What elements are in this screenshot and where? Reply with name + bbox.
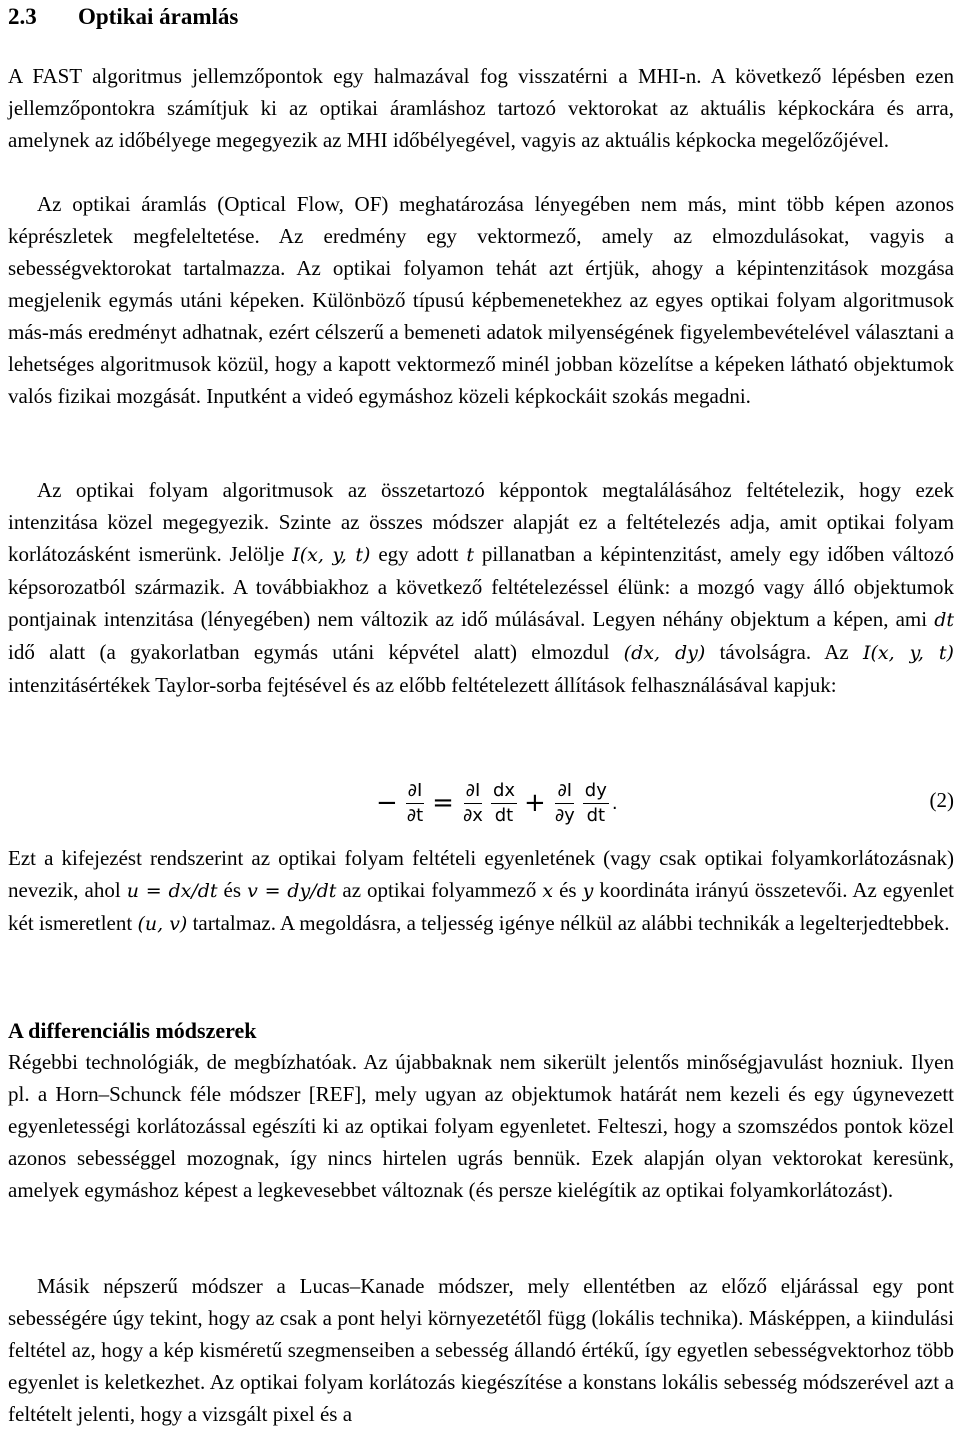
denominator: ∂t bbox=[406, 804, 424, 826]
text-run: Az optikai folyam algoritmusok az összetartozó képpontok megtalálásához feltételezik, hogy ezek intenzitása közel megegyezik. Szinte az összes módszer alapját ez a feltételezés adja, amit optikai folyam korlátozásként ismerünk. Jelölje bbox=[8, 478, 954, 566]
equation-period: . bbox=[611, 792, 618, 814]
fraction-dx-dt bbox=[491, 779, 517, 828]
math-inline: t bbox=[466, 544, 474, 566]
text-run: és bbox=[217, 878, 248, 902]
fraction-dI-dy bbox=[553, 779, 577, 828]
numerator: dx bbox=[491, 779, 517, 804]
text-run: az optikai folyammező bbox=[336, 878, 543, 902]
math-inline: I(x, y, t) bbox=[292, 544, 371, 566]
paragraph-lucas-kanade: Másik népszerű módszer a Lucas–Kanade módszer, mely ellentétben az előző eljárással egy pont sebességére úgy tekint, hogy az csak a pont helyi környezetétől függ (lokális technika). Másképpen, a kiindulási feltétel az, hogy a kép kisméretű szegmenseiben a sebesség állandó értékű, így egyetlen sebességvektorhoz több egyenlet is keletkezhet. Az optikai folyam korlátozás kiegészítése a konstans lokális sebesség módszerével azt a feltételt jelenti, hogy a vizsgált pixel és a bbox=[8, 1274, 954, 1426]
math-inline: u = dx/dt bbox=[126, 880, 218, 902]
paragraph-intro: A FAST algoritmus jellemzőpontok egy halmazával fog visszatérni a MHI-n. A következő lépésben ezen jellemzőpontokra számítjuk ki az optikai áramláshoz tartozó vektorokat az aktuális képkockára és arra, amelynek az időbélyege megegyezik az MHI időbélyegével, vagyis az aktuális képkocka megelőzőjével. bbox=[8, 64, 954, 152]
math-inline: v = dy/dt bbox=[247, 880, 337, 902]
text-run: intenzitásértékek Taylor-sorba fejtésével és az előbb feltételezett állítások felhasználásával kapjuk: bbox=[8, 673, 837, 697]
section-number: 2.3 bbox=[8, 4, 37, 29]
math-inline: (u, v) bbox=[137, 913, 188, 935]
denominator: dt bbox=[586, 804, 606, 826]
paragraph-optical-flow-definition: Az optikai áramlás (Optical Flow, OF) meghatározása lényegében nem más, mint több képen azonos képrészletek megfeleltetése. Az eredmény egy vektormező, amely az elmozdulásokat, vagyis a sebességvektorokat tartalmazza. Az optikai folyamon tehát azt értjük, ahogy a képintenzitások mozgása megjelenik egymás utáni képeken. Különböző típusú képbemenetekhez az egyes optikai folyam algoritmusok más-más eredményt adhatnak, ezért célszerű a bemeneti adatok milyenségének figyelembevételével választani a lehetséges algoritmusok közül, hogy a kapott vektormező minél jobban közelítse a képeken látható objektumok valós fizikai mozgását. Inputként a videó egymáshoz közeli képkockáit szokás megadni. bbox=[8, 192, 954, 408]
numerator: ∂I bbox=[406, 779, 425, 804]
math-inline: x bbox=[542, 880, 554, 902]
equals-sign: = bbox=[432, 788, 454, 818]
numerator: ∂I bbox=[464, 779, 483, 804]
equation-number: (2) bbox=[929, 788, 954, 812]
equation-body bbox=[372, 774, 618, 832]
section-heading bbox=[8, 2, 238, 32]
denominator: dt bbox=[494, 804, 514, 826]
math-inline: (dx, dy) bbox=[623, 642, 706, 664]
text-run: Ezt a kifejezést rendszerint az optikai folyam feltételi egyenletének (vagy csak optikai folyamkorlátozásnak) nevezik, ahol bbox=[8, 846, 954, 902]
numerator: dy bbox=[583, 779, 609, 804]
text-run: és bbox=[553, 878, 583, 902]
math-inline: y bbox=[582, 880, 594, 902]
paragraph-constraint-explanation bbox=[8, 842, 954, 940]
section-title: Optikai áramlás bbox=[78, 4, 239, 29]
text-run: egy adott bbox=[370, 542, 467, 566]
denominator: ∂y bbox=[554, 804, 575, 826]
text-run: koordináta irányú összetevői. Az egyenlet két ismeretlent bbox=[8, 878, 954, 935]
minus-sign: − bbox=[376, 788, 398, 818]
fraction-dI-dx bbox=[461, 779, 485, 828]
text-run: pillanatban a képintenzitást, amely egy időben változó képsorozatból származik. A továbbiakhoz a következő feltételezéssel élünk: a mozgó vagy álló objektumok pontjainak intenzitása (lényegében) nem változik az idő múlásával. Legyen néhány objektum a képen, ami bbox=[8, 542, 954, 631]
text-run: idő alatt (a gyakorlatban egymás utáni képvétel alatt) elmozdul bbox=[8, 640, 624, 664]
equation-2 bbox=[8, 772, 954, 834]
text-run: tartalmaz. A megoldásra, a teljesség igénye nélkül az alábbi technikák a legelterjedtebbek. bbox=[187, 911, 950, 935]
fraction-dI-dt bbox=[405, 779, 425, 828]
math-inline: I(x, y, t) bbox=[862, 642, 954, 664]
numerator: ∂I bbox=[555, 779, 574, 804]
subsection-heading: A differenciális módszerek bbox=[8, 1018, 257, 1043]
math-inline: dt bbox=[934, 609, 954, 631]
fraction-dy-dt bbox=[583, 779, 609, 828]
plus-sign: + bbox=[524, 788, 546, 818]
denominator: ∂x bbox=[462, 804, 483, 826]
text-run: távolságra. Az bbox=[705, 640, 863, 664]
paragraph-brightness-constancy bbox=[8, 474, 954, 701]
paragraph-differential-methods: Régebbi technológiák, de megbízhatóak. Az újabbaknak nem sikerült jelentős minőségjavulást hozniuk. Ilyen pl. a Horn–Schunck féle módszer [REF], mely ugyan az objektumok határát nem kezeli és egy úgynevezett egyenletességi korlátozással egészíti ki az optikai folyam egyenletet. Felteszi, hogy a szomszédos pontok közel azonos sebességgel mozognak, így nincs hirtelen ugrás bennük. Ezek alapján olyan vektorokat keresünk, amelyek egymáshoz képest a legkevesebbet változnak (és persze kielégítik az optikai folyamkorlátozást). bbox=[8, 1050, 954, 1202]
